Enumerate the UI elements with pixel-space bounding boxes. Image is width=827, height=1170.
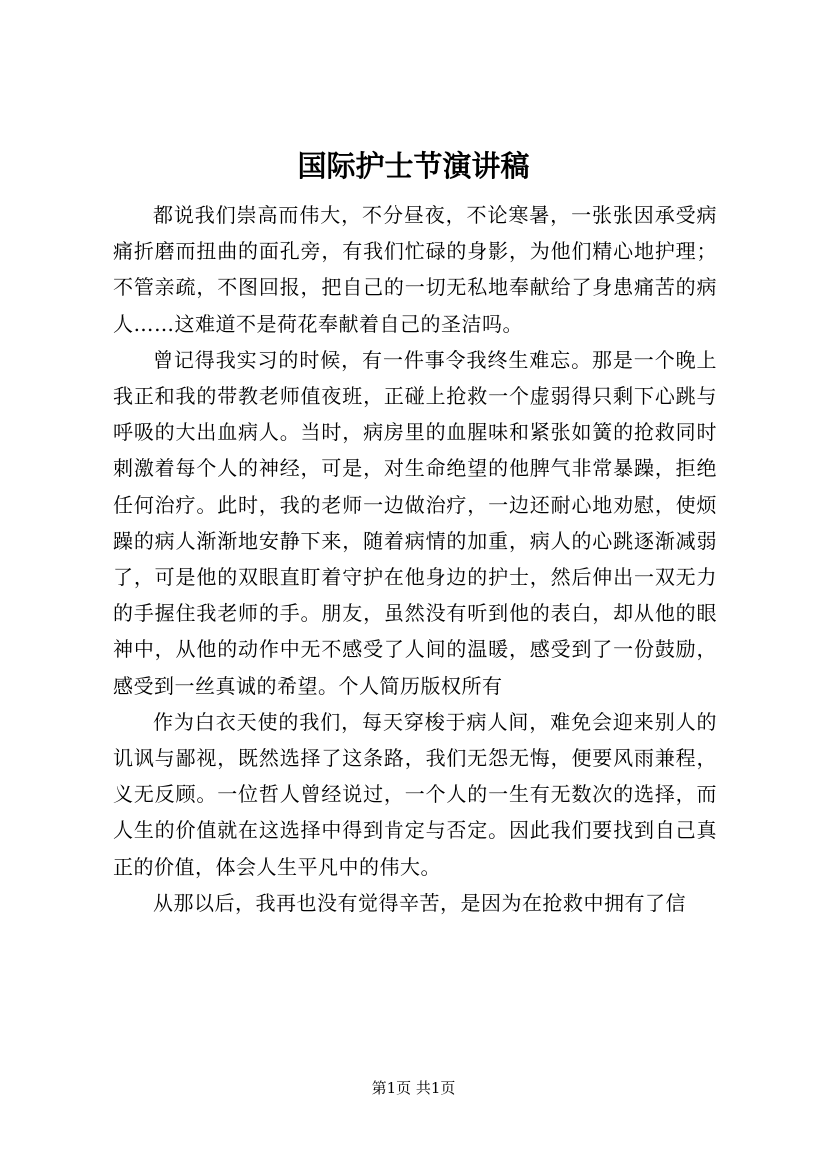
paragraph: 作为白衣天使的我们，每天穿梭于病人间，难免会迎来别人的讥讽与鄙视，既然选择了这条路，我们无怨无悔，便要风雨兼程，义无反顾。一位哲人曾经说过，一个人的一生有无数次的选择，而人生的价值就在这选择中得到肯定与否定。因此我们要找到自己真正的价值，体会人生平凡中的伟大。 [113, 709, 717, 879]
paragraph: 从那以后，我再也没有觉得辛苦，是因为在抢救中拥有了信 [153, 890, 686, 915]
paragraph: 曾记得我实习的时候，有一件事令我终生难忘。那是一个晚上我正和我的带教老师值夜班，正碰上抢救一个虚弱得只剩下心跳与呼吸的大出血病人。当时，病房里的血腥味和紧张如簧的抢救同时刺激着每个人的神经，可是，对生命绝望的他脾气非常暴躁，拒绝任何治疗。此时，我的老师一边做治疗，一边还耐心地劝慰，使烦躁的病人渐渐地安静下来，随着病情的加重，病人的心跳逐渐减弱了，可是他的双眼直盯着守护在他身边的护士，然后伸出一双无力的手握住我老师的手。朋友，虽然没有听到他的表白，却从他的眼神中，从他的动作中无不感受了人间的温暖，感受到了一份鼓励，感受到一丝真诚的希望。个人简历版权所有 [113, 347, 717, 698]
document-body [113, 197, 717, 921]
page-footer: 第1页 共1页 [371, 1079, 456, 1097]
paragraph: 都说我们崇高而伟大，不分昼夜，不论寒暑，一张张因承受病痛折磨而扭曲的面孔旁，有我们忙碌的身影，为他们精心地护理；不管亲疏，不图回报，把自己的一切无私地奉献给了身患痛苦的病人……这难道不是荷花奉献着自己的圣洁吗。 [113, 203, 717, 336]
document-title: 国际护士节演讲稿 [297, 149, 530, 183]
